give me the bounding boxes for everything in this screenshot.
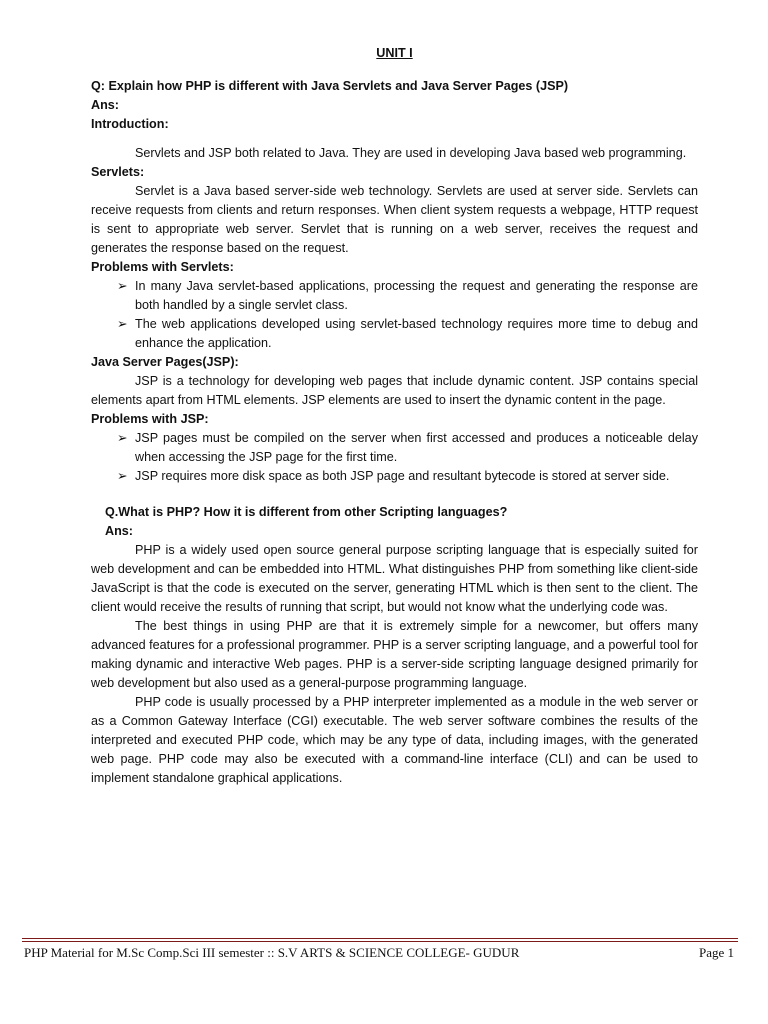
problems-jsp-list: [91, 429, 698, 486]
question-2: Q.What is PHP? How it is different from other Scripting languages?: [105, 505, 508, 519]
page-number: Page 1: [698, 945, 734, 960]
list-item: ➢ JSP requires more disk space as both JSP page and resultant bytecode is stored at server side.: [91, 467, 698, 486]
problems-servlets-heading: Problems with Servlets:: [91, 260, 234, 274]
arrow-bullet-icon: ➢: [117, 279, 128, 293]
question-1: Q: Explain how PHP is different with Java Servlets and Java Server Pages (JSP): [91, 79, 569, 93]
footer-divider-thin: [22, 941, 738, 942]
list-item: ➢ JSP pages must be compiled on the server when first accessed and produces a noticeable delay when accessing the JSP page for the first time.: [117, 431, 698, 464]
jsp-paragraph: JSP is a technology for developing web pages that include dynamic content. JSP contains special elements apart from HTML elements. JSP elements are used to insert the dynamic content in the page.: [91, 374, 698, 407]
footer-text: PHP Material for M.Sc Comp.Sci III semester :: S.V ARTS & SCIENCE COLLEGE- GUDUR: [24, 945, 520, 960]
list-item: ➢ The web applications developed using servlet-based technology requires more time to debug and enhance the application.: [117, 317, 698, 350]
problems-servlets-list: [91, 277, 698, 353]
intro-heading: Introduction:: [91, 117, 169, 131]
jsp-heading: Java Server Pages(JSP):: [91, 355, 239, 369]
answer-label-2: Ans:: [105, 524, 133, 538]
document-page: [91, 44, 698, 788]
arrow-bullet-icon: ➢: [117, 431, 128, 445]
php-paragraph-2: The best things in using PHP are that it is extremely simple for a newcomer, but offers many advanced features for a professional programmer. PHP is a server scripting language, and a powerful tool for making dynamic and interactive Web pages. PHP is a server-side scripting language designed primarily for web development but also used as a general-purpose programming language.: [91, 619, 698, 690]
unit-title: UNIT I: [376, 46, 413, 60]
servlets-paragraph: Servlet is a Java based server-side web technology. Servlets are used at server side. Servlets can receive requests from clients and return responses. When client system requests a webpage, HTTP request is sent to appropriate web server. Servlet that is running on a web server, receives the request and generates the response based on the request.: [91, 184, 698, 255]
intro-paragraph: Servlets and JSP both related to Java. They are used in developing Java based web programming.: [135, 146, 687, 160]
arrow-bullet-icon: ➢: [117, 317, 128, 331]
list-item: ➢ In many Java servlet-based applications, processing the request and generating the response are both handled by a single servlet class.: [117, 279, 698, 312]
footer-divider: [22, 938, 738, 939]
answer-label-1: Ans:: [91, 98, 119, 112]
arrow-bullet-icon: ➢: [117, 469, 128, 483]
servlets-heading: Servlets:: [91, 165, 145, 179]
php-paragraph-3: PHP code is usually processed by a PHP interpreter implemented as a module in the web server or as a Common Gateway Interface (CGI) executable. The web server software combines the results of the interpreted and executed PHP code, which may be any type of data, including images, with the generated web page. PHP code may also be executed with a command-line interface (CLI) and can be used to implement standalone graphical applications.: [91, 695, 698, 785]
page-footer: [24, 945, 734, 961]
php-paragraph-1: PHP is a widely used open source general purpose scripting language that is especially suited for web development and can be embedded into HTML. What distinguishes PHP from something like client-side JavaScript is that the code is executed on the server, generating HTML which is then sent to the client. The client would receive the results of running that script, but would not know what the underlying code was.: [91, 543, 698, 614]
problems-jsp-heading: Problems with JSP:: [91, 412, 209, 426]
